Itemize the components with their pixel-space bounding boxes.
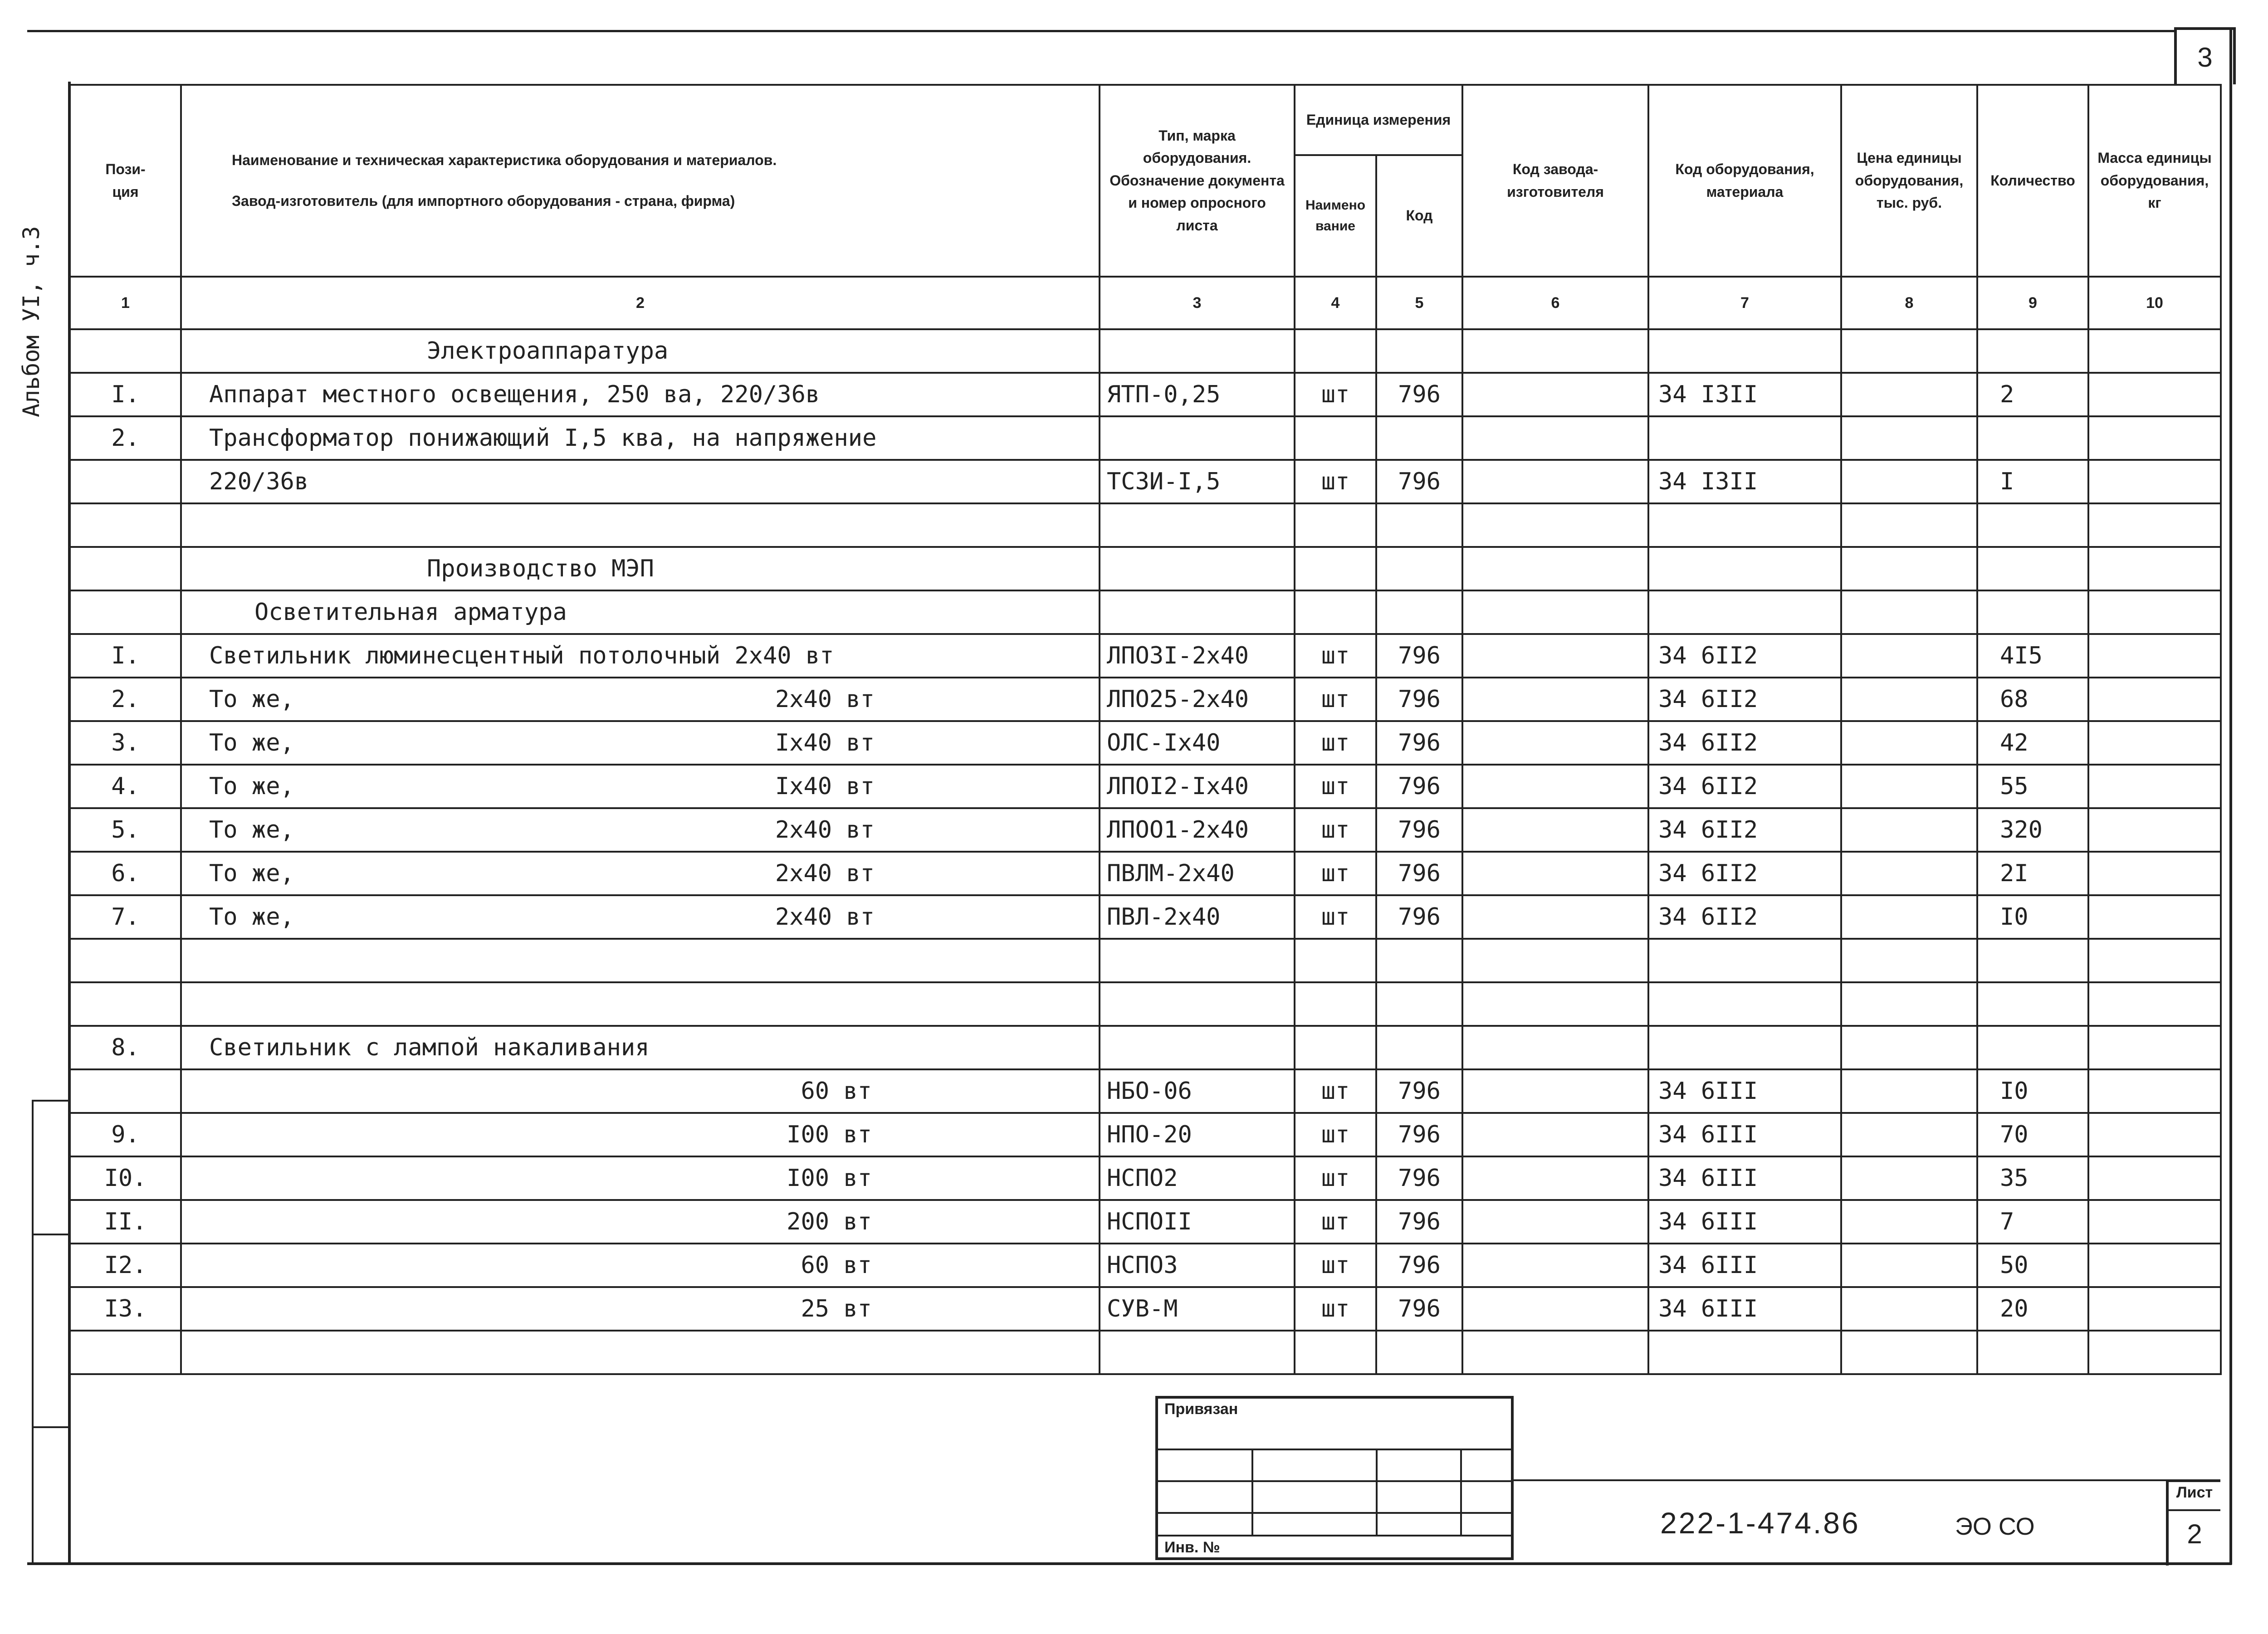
row-code: 34 6III — [1648, 1244, 1841, 1287]
row-qty: 55 — [1977, 765, 2088, 808]
row-name: Трансформатор понижающий I,5 ква, на напряжение — [181, 416, 1100, 460]
table-row — [70, 765, 2221, 808]
row-position: I. — [70, 373, 181, 416]
header-factory-code: Код завода-изготовителя — [1462, 85, 1648, 277]
row-unit-code: 796 — [1376, 1244, 1462, 1287]
row-type: ЛПО3I-2х40 — [1100, 634, 1295, 678]
table-row — [70, 895, 2221, 939]
row-name-text: То же, — [209, 903, 294, 931]
row-name — [181, 895, 1100, 939]
stamp-grid-line — [1376, 1449, 1378, 1535]
row-position: II. — [70, 1200, 181, 1244]
document-code: 222-1-474.86 — [1660, 1506, 1860, 1540]
row-watt: 2х40 вт — [775, 903, 875, 931]
row-unit-code: 796 — [1376, 765, 1462, 808]
row-position: I0. — [70, 1156, 181, 1200]
row-code: 34 6III — [1648, 1113, 1841, 1156]
row-unit: шт — [1295, 765, 1376, 808]
stamp-grid-line — [1251, 1449, 1253, 1535]
section-row — [70, 547, 2221, 590]
row-qty: 2I — [1977, 852, 2088, 895]
column-number: 2 — [181, 277, 1100, 329]
row-code: 34 I3II — [1648, 460, 1841, 503]
table-row — [70, 1200, 2221, 1244]
row-qty: 35 — [1977, 1156, 2088, 1200]
document-suffix: ЭО СО — [1955, 1513, 2035, 1540]
header-position: Пози- ция — [70, 85, 181, 277]
binding-strip-line — [32, 1100, 34, 1565]
row-watt: I00 вт — [181, 1113, 1100, 1156]
row-code: 34 6III — [1648, 1156, 1841, 1200]
row-qty: 7 — [1977, 1200, 2088, 1244]
row-position: 9. — [70, 1113, 181, 1156]
album-label: Альбом УI, ч.3 — [18, 226, 44, 417]
row-name-text: То же, — [209, 686, 294, 713]
specification-table — [69, 84, 2222, 1375]
row-watt: Iх40 вт — [775, 729, 875, 756]
row-unit-code: 796 — [1376, 460, 1462, 503]
row-watt: Iх40 вт — [775, 773, 875, 800]
row-unit: шт — [1295, 852, 1376, 895]
row-unit-code: 796 — [1376, 678, 1462, 721]
row-unit: шт — [1295, 1156, 1376, 1200]
row-unit-code: 796 — [1376, 1200, 1462, 1244]
row-type: ЛПОI2-Iх40 — [1100, 765, 1295, 808]
row-watt: 2х40 вт — [775, 686, 875, 713]
stamp-title: Привязан — [1164, 1400, 1238, 1418]
table-row — [70, 852, 2221, 895]
header-name-line2: Завод-изготовитель (для импортного оборудования - страна, фирма) — [232, 192, 735, 209]
row-qty: 70 — [1977, 1113, 2088, 1156]
row-position: I3. — [70, 1287, 181, 1331]
row-watt: I00 вт — [181, 1156, 1100, 1200]
row-unit-code: 796 — [1376, 1156, 1462, 1200]
row-unit-code: 796 — [1376, 852, 1462, 895]
row-qty: 42 — [1977, 721, 2088, 765]
binding-stamp — [1155, 1396, 1514, 1560]
row-code: 34 6II2 — [1648, 634, 1841, 678]
section-row — [70, 590, 2221, 634]
row-type: НСПО2 — [1100, 1156, 1295, 1200]
row-name — [181, 852, 1100, 895]
row-qty: 2 — [1977, 373, 2088, 416]
row-position: 5. — [70, 808, 181, 852]
row-position: 6. — [70, 852, 181, 895]
row-position — [70, 1069, 181, 1113]
row-name-text: То же, — [209, 773, 294, 800]
row-code: 34 6II2 — [1648, 808, 1841, 852]
row-watt: 25 вт — [181, 1287, 1100, 1331]
binding-strip-tick-2 — [32, 1234, 69, 1235]
row-unit: шт — [1295, 808, 1376, 852]
row-qty: 320 — [1977, 808, 2088, 852]
row-type: ПВЛ-2х40 — [1100, 895, 1295, 939]
header-mass: Масса единицы оборудования, кг — [2088, 85, 2221, 277]
table-row — [70, 808, 2221, 852]
inventory-number-label: Инв. № — [1164, 1539, 1220, 1556]
row-position: 3. — [70, 721, 181, 765]
row-watt: 2х40 вт — [775, 860, 875, 887]
section-title: Производство МЭП — [181, 547, 1100, 590]
table-row — [70, 373, 2221, 416]
row-code: 34 6III — [1648, 1200, 1841, 1244]
table-row — [70, 1156, 2221, 1200]
table-row — [70, 678, 2221, 721]
row-watt: 60 вт — [181, 1244, 1100, 1287]
row-name — [181, 678, 1100, 721]
list-number: 2 — [2187, 1519, 2202, 1549]
row-watt: 200 вт — [181, 1200, 1100, 1244]
section-title: Электроаппаратура — [181, 329, 1100, 373]
list-divider — [2169, 1509, 2220, 1511]
table-row — [70, 460, 2221, 503]
row-code: 34 6II2 — [1648, 721, 1841, 765]
row-type: НСПО3 — [1100, 1244, 1295, 1287]
row-unit-code: 796 — [1376, 373, 1462, 416]
row-unit-code: 796 — [1376, 1287, 1462, 1331]
row-name: 220/36в — [181, 460, 1100, 503]
row-code: 34 6II2 — [1648, 852, 1841, 895]
sheet-number: 3 — [2174, 27, 2236, 84]
row-code: 34 I3II — [1648, 373, 1841, 416]
table-row — [70, 1026, 2221, 1069]
stamp-grid-line — [1460, 1449, 1462, 1535]
row-type: ЛПОО1-2х40 — [1100, 808, 1295, 852]
section-row — [70, 329, 2221, 373]
row-name: Светильник с лампой накаливания — [181, 1026, 1100, 1069]
header-unit-name: Наименование — [1295, 155, 1376, 277]
header-name — [181, 85, 1100, 277]
row-type: ПВЛМ-2х40 — [1100, 852, 1295, 895]
row-position: 7. — [70, 895, 181, 939]
row-type: ЛПО25-2х40 — [1100, 678, 1295, 721]
empty-row — [70, 982, 2221, 1026]
row-unit: шт — [1295, 1113, 1376, 1156]
row-code: 34 6II2 — [1648, 678, 1841, 721]
column-number: 4 — [1295, 277, 1376, 329]
row-unit: шт — [1295, 1287, 1376, 1331]
bottom-frame-line — [27, 1562, 2232, 1565]
row-unit: шт — [1295, 373, 1376, 416]
row-code: 34 6III — [1648, 1287, 1841, 1331]
table-row — [70, 1287, 2221, 1331]
row-code: 34 6III — [1648, 1069, 1841, 1113]
column-number: 9 — [1977, 277, 2088, 329]
row-qty: I0 — [1977, 1069, 2088, 1113]
stamp-grid-line — [1158, 1512, 1511, 1514]
row-qty: 20 — [1977, 1287, 2088, 1331]
row-type: ТСЗИ-I,5 — [1100, 460, 1295, 503]
right-frame-line — [2229, 27, 2232, 1565]
stamp-grid-line — [1158, 1535, 1511, 1536]
table-row — [70, 1069, 2221, 1113]
row-position: 2. — [70, 678, 181, 721]
column-number-row — [70, 277, 2221, 329]
empty-row — [70, 939, 2221, 982]
table-row — [70, 1244, 2221, 1287]
header-type: Тип, марка оборудования. Обозначение документа и номер опросного листа — [1100, 85, 1295, 277]
row-code: 34 6II2 — [1648, 895, 1841, 939]
header-name-line1: Наименование и техническая характеристика оборудования и материалов. — [232, 151, 777, 168]
top-frame-line — [27, 30, 2175, 32]
list-label: Лист — [2176, 1484, 2213, 1501]
column-number: 1 — [70, 277, 181, 329]
row-unit: шт — [1295, 460, 1376, 503]
row-code: 34 6II2 — [1648, 765, 1841, 808]
stamp-grid-line — [1158, 1480, 1511, 1482]
row-unit: шт — [1295, 678, 1376, 721]
row-unit: шт — [1295, 1069, 1376, 1113]
row-name — [181, 765, 1100, 808]
column-number: 7 — [1648, 277, 1841, 329]
row-unit-code: 796 — [1376, 634, 1462, 678]
table-row — [70, 1113, 2221, 1156]
row-unit: шт — [1295, 895, 1376, 939]
row-qty: I0 — [1977, 895, 2088, 939]
row-name-text: То же, — [209, 816, 294, 844]
row-position: I2. — [70, 1244, 181, 1287]
header-price: Цена единицы оборудования, тыс. руб. — [1841, 85, 1977, 277]
row-type: НБО-06 — [1100, 1069, 1295, 1113]
row-unit: шт — [1295, 721, 1376, 765]
empty-row — [70, 503, 2221, 547]
row-name-text: То же, — [209, 860, 294, 887]
stamp-grid-line — [1158, 1449, 1511, 1450]
row-type: НПО-20 — [1100, 1113, 1295, 1156]
header-quantity: Количество — [1977, 85, 2088, 277]
row-type: ОЛС-Iх40 — [1100, 721, 1295, 765]
column-number: 10 — [2088, 277, 2221, 329]
row-name — [181, 721, 1100, 765]
title-block-line — [1513, 1479, 2168, 1481]
row-name: Светильник люминесцентный потолочный 2х40 вт — [181, 634, 1100, 678]
row-qty: 50 — [1977, 1244, 2088, 1287]
row-unit-code: 796 — [1376, 895, 1462, 939]
row-unit: шт — [1295, 634, 1376, 678]
row-unit-code: 796 — [1376, 1113, 1462, 1156]
binding-strip-tick-3 — [32, 1426, 69, 1428]
row-type: СУВ-М — [1100, 1287, 1295, 1331]
row-position: 2. — [70, 416, 181, 460]
table-row — [70, 416, 2221, 460]
row-unit-code: 796 — [1376, 721, 1462, 765]
row-name — [181, 808, 1100, 852]
column-number: 8 — [1841, 277, 1977, 329]
row-position: 8. — [70, 1026, 181, 1069]
table-row — [70, 634, 2221, 678]
row-qty: 4I5 — [1977, 634, 2088, 678]
sheet-list-box — [2166, 1479, 2220, 1566]
header-unit-group: Единица измерения — [1295, 85, 1462, 155]
row-unit: шт — [1295, 1200, 1376, 1244]
row-unit: шт — [1295, 1244, 1376, 1287]
row-type: ЯТП-0,25 — [1100, 373, 1295, 416]
row-type: НСПОII — [1100, 1200, 1295, 1244]
row-unit-code: 796 — [1376, 808, 1462, 852]
row-name-text: То же, — [209, 729, 294, 756]
row-name: Аппарат местного освещения, 250 ва, 220/36в — [181, 373, 1100, 416]
row-watt: 60 вт — [181, 1069, 1100, 1113]
row-watt: 2х40 вт — [775, 816, 875, 844]
column-number: 5 — [1376, 277, 1462, 329]
row-qty: 68 — [1977, 678, 2088, 721]
row-unit-code: 796 — [1376, 1069, 1462, 1113]
empty-row — [70, 1331, 2221, 1374]
column-number: 3 — [1100, 277, 1295, 329]
section-title: Осветительная арматура — [181, 590, 1100, 634]
column-number: 6 — [1462, 277, 1648, 329]
row-position: 4. — [70, 765, 181, 808]
row-qty: I — [1977, 460, 2088, 503]
row-position: I. — [70, 634, 181, 678]
header-unit-code: Код — [1376, 155, 1462, 277]
table-row — [70, 721, 2221, 765]
binding-strip-tick-1 — [32, 1100, 69, 1102]
header-equipment-code: Код оборудования, материала — [1648, 85, 1841, 277]
